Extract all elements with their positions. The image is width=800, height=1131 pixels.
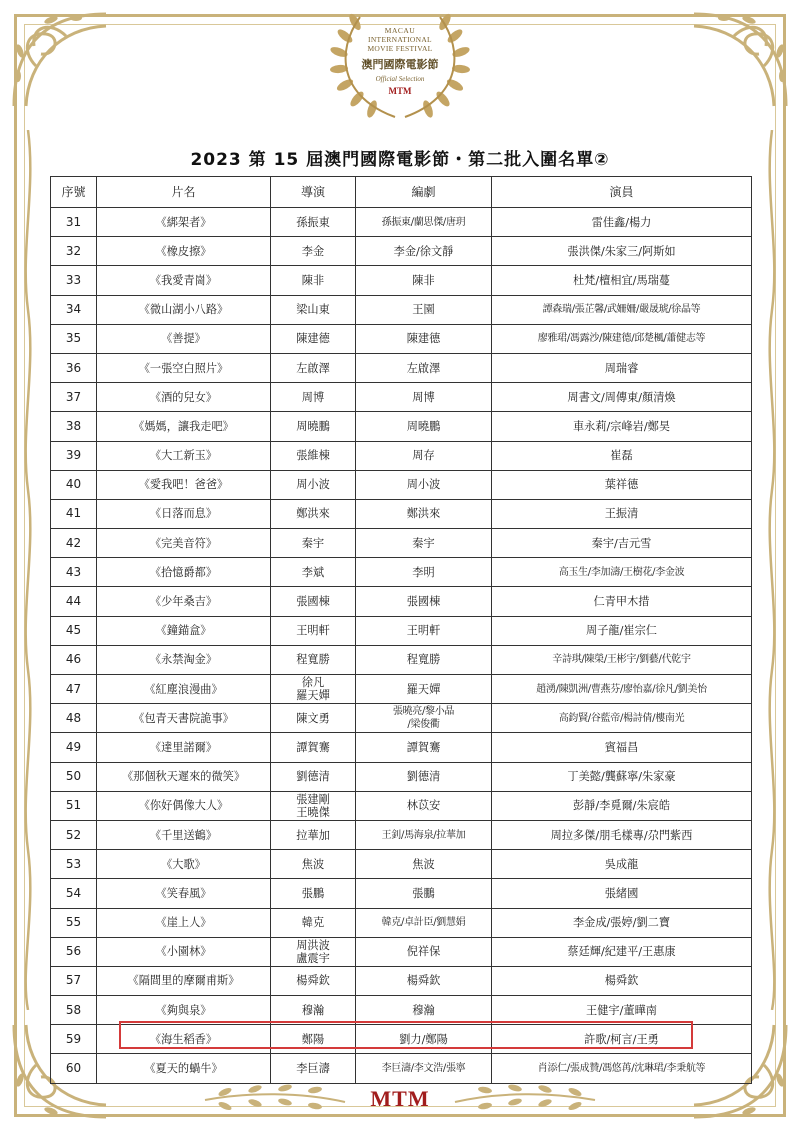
logo-line: MOVIE FESTIVAL (367, 44, 433, 53)
cell-director: 楊舜欽 (271, 966, 356, 995)
cell-director: 張維棟 (271, 441, 356, 470)
cell-film-title: 《一張空白照片》 (97, 353, 271, 382)
corner-ornament-icon (684, 6, 794, 116)
table-row (51, 266, 752, 295)
cell-cast: 丁美懿/龔蘇寧/朱家豪 (492, 762, 752, 791)
cell-cast: 楊舜欽 (492, 966, 752, 995)
column-header: 導演 (271, 177, 356, 208)
cell-screenwriter: 王釗/馬海泉/拉華加 (356, 820, 492, 849)
cell-screenwriter: 周博 (356, 383, 492, 412)
column-header: 序號 (51, 177, 97, 208)
cell-film-title: 《大工新玉》 (97, 441, 271, 470)
cell-screenwriter: 左啟澤 (356, 353, 492, 382)
table-row (51, 733, 752, 762)
cell-number: 42 (51, 529, 97, 558)
vine-ornament-icon (18, 130, 38, 1010)
cell-cast: 車永莉/宗峰岩/鄭昊 (492, 412, 752, 441)
cell-cast: 秦宇/吉元雪 (492, 529, 752, 558)
table-row (51, 499, 752, 528)
cell-screenwriter: 秦宇 (356, 529, 492, 558)
cell-screenwriter: 孫振東/蘭思傑/唐玥 (356, 208, 492, 237)
cell-film-title: 《夠與泉》 (97, 996, 271, 1025)
cell-number: 46 (51, 645, 97, 674)
cell-director: 秦宇 (271, 529, 356, 558)
table-row (51, 353, 752, 382)
cell-cast: 雷佳鑫/楊力 (492, 208, 752, 237)
cell-director: 周曉鵬 (271, 412, 356, 441)
cell-cast: 賓福昌 (492, 733, 752, 762)
cell-number: 40 (51, 470, 97, 499)
cell-screenwriter: 張曉亮/黎小晶 /梁俊衢 (356, 704, 492, 733)
cell-film-title: 《綁架者》 (97, 208, 271, 237)
cell-screenwriter: 周小波 (356, 470, 492, 499)
cell-screenwriter: 李巨濤/李文浩/張寧 (356, 1054, 492, 1083)
cell-screenwriter: 程寬勝 (356, 645, 492, 674)
cell-director: 拉華加 (271, 820, 356, 849)
table-row (51, 616, 752, 645)
cell-screenwriter: 李金/徐文靜 (356, 237, 492, 266)
cell-director: 陳非 (271, 266, 356, 295)
cell-number: 56 (51, 937, 97, 966)
cell-number: 41 (51, 499, 97, 528)
cell-film-title: 《媽媽，讓我走吧》 (97, 412, 271, 441)
cell-number: 39 (51, 441, 97, 470)
cell-screenwriter: 李明 (356, 558, 492, 587)
column-header: 片名 (97, 177, 271, 208)
column-header: 編劇 (356, 177, 492, 208)
cell-film-title: 《紅塵浪漫曲》 (97, 675, 271, 704)
cell-film-title: 《橡皮擦》 (97, 237, 271, 266)
cell-cast: 仁青甲木措 (492, 587, 752, 616)
cell-screenwriter: 鄭洪來 (356, 499, 492, 528)
cell-director: 左啟澤 (271, 353, 356, 382)
cell-cast: 張洪傑/朱家三/阿斯如 (492, 237, 752, 266)
cell-cast: 彭靜/李覓爾/朱宸皓 (492, 791, 752, 820)
cell-director: 焦波 (271, 850, 356, 879)
cell-cast: 譚森瑞/張芷馨/武姍姍/嚴晟琥/徐晶等 (492, 295, 752, 324)
cell-number: 53 (51, 850, 97, 879)
cell-director: 徐凡 羅天嬋 (271, 675, 356, 704)
cell-cast: 周子龍/崔宗仁 (492, 616, 752, 645)
cell-screenwriter: 張國棟 (356, 587, 492, 616)
cell-cast: 肖添仁/張成贊/馮悠苒/沈琳珺/李秉航等 (492, 1054, 752, 1083)
festival-logo (315, 2, 485, 132)
cell-number: 50 (51, 762, 97, 791)
cell-screenwriter: 劉德清 (356, 762, 492, 791)
cell-director: 李巨濤 (271, 1054, 356, 1083)
logo-line: MACAU (384, 26, 416, 35)
page-title: 2023 第 15 屆澳門國際電影節・第二批入圍名單② (190, 150, 610, 170)
cell-number: 33 (51, 266, 97, 295)
cell-director: 譚賀騫 (271, 733, 356, 762)
cell-cast: 張緒國 (492, 879, 752, 908)
logo-selection: Official Selection (375, 75, 425, 83)
cell-number: 43 (51, 558, 97, 587)
cell-number: 38 (51, 412, 97, 441)
cell-film-title: 《隔間里的摩爾甫斯》 (97, 966, 271, 995)
cell-director: 梁山東 (271, 295, 356, 324)
cell-director: 孫振東 (271, 208, 356, 237)
cell-screenwriter: 周存 (356, 441, 492, 470)
table-row (51, 645, 752, 674)
table-row (51, 791, 752, 820)
table-row (51, 324, 752, 353)
table-row (51, 441, 752, 470)
cell-cast: 周拉多傑/朋毛樣專/尕門紫西 (492, 820, 752, 849)
cell-number: 44 (51, 587, 97, 616)
table-row (51, 850, 752, 879)
cell-screenwriter: 張鵬 (356, 879, 492, 908)
cell-director: 王明軒 (271, 616, 356, 645)
table-row (51, 295, 752, 324)
table-row (51, 966, 752, 995)
cell-film-title: 《愛我吧！爸爸》 (97, 470, 271, 499)
cell-screenwriter: 焦波 (356, 850, 492, 879)
cell-screenwriter: 陳非 (356, 266, 492, 295)
table-row (51, 996, 752, 1025)
cell-cast: 蔡廷輝/紀建平/王惠康 (492, 937, 752, 966)
table-row (51, 208, 752, 237)
cell-film-title: 《微山湖小八路》 (97, 295, 271, 324)
cell-number: 60 (51, 1054, 97, 1083)
cell-screenwriter: 劉力/鄭陽 (356, 1025, 492, 1054)
cell-number: 34 (51, 295, 97, 324)
table-row (51, 470, 752, 499)
cell-cast: 高鈞賢/谷藍帝/楊詩倩/樓南光 (492, 704, 752, 733)
cell-number: 51 (51, 791, 97, 820)
cell-film-title: 《少年桑吉》 (97, 587, 271, 616)
cell-screenwriter: 韓克/卓計臣/劉慧娟 (356, 908, 492, 937)
cell-cast: 趙湧/陳凱洲/曹燕芬/廖怡嘉/徐凡/劉美怡 (492, 675, 752, 704)
cell-cast: 廖雅珺/馮露沙/陳建德/邱楚楓/蕭健志等 (492, 324, 752, 353)
cell-cast: 高玉生/李加濤/王樹花/李金波 (492, 558, 752, 587)
cell-cast: 周書文/周傳東/顏清煥 (492, 383, 752, 412)
cell-number: 47 (51, 675, 97, 704)
table-row (51, 529, 752, 558)
cell-director: 鄭陽 (271, 1025, 356, 1054)
cell-cast: 杜梵/檀相宜/馬瑞蔓 (492, 266, 752, 295)
cell-director: 李金 (271, 237, 356, 266)
cell-number: 55 (51, 908, 97, 937)
cell-number: 37 (51, 383, 97, 412)
table-row (51, 908, 752, 937)
cell-cast: 王振清 (492, 499, 752, 528)
cell-film-title: 《酒的兒女》 (97, 383, 271, 412)
cell-cast: 辛詩琪/陳榮/王彬宇/劉藝/代乾宇 (492, 645, 752, 674)
cell-director: 周博 (271, 383, 356, 412)
cell-director: 穆瀚 (271, 996, 356, 1025)
cell-film-title: 《小園林》 (97, 937, 271, 966)
cell-screenwriter: 陳建德 (356, 324, 492, 353)
table-header-row (51, 177, 752, 208)
table-row (51, 237, 752, 266)
cell-screenwriter: 王明軒 (356, 616, 492, 645)
vine-ornament-icon (762, 130, 782, 1010)
footer-brand: MTM (370, 1086, 430, 1111)
cell-number: 49 (51, 733, 97, 762)
cell-number: 52 (51, 820, 97, 849)
cell-screenwriter: 穆瀚 (356, 996, 492, 1025)
cell-director: 張建剛 王曉傑 (271, 791, 356, 820)
table-row (51, 704, 752, 733)
table-row (51, 587, 752, 616)
table-row (51, 1054, 752, 1083)
cell-director: 周小波 (271, 470, 356, 499)
cell-film-title: 《千里送鶴》 (97, 820, 271, 849)
table-row (51, 558, 752, 587)
cell-cast: 李金成/張婷/劉二寶 (492, 908, 752, 937)
cell-cast: 許歌/柯言/王勇 (492, 1025, 752, 1054)
table-row (51, 762, 752, 791)
cell-number: 58 (51, 996, 97, 1025)
cell-screenwriter: 譚賀騫 (356, 733, 492, 762)
cell-film-title: 《笑春風》 (97, 879, 271, 908)
cell-cast: 周瑞睿 (492, 353, 752, 382)
cell-number: 31 (51, 208, 97, 237)
cell-director: 劉德清 (271, 762, 356, 791)
logo-brand: MTM (388, 86, 412, 96)
cell-director: 張國棟 (271, 587, 356, 616)
cell-number: 59 (51, 1025, 97, 1054)
cell-screenwriter: 倪祥保 (356, 937, 492, 966)
cell-film-title: 《我愛青崗》 (97, 266, 271, 295)
logo-chinese-name: 澳門國際電影節 (361, 59, 439, 71)
cell-director: 張鵬 (271, 879, 356, 908)
column-header: 演員 (492, 177, 752, 208)
cell-film-title: 《海生稻香》 (97, 1025, 271, 1054)
cell-director: 李斌 (271, 558, 356, 587)
cell-film-title: 《拾憶爵都》 (97, 558, 271, 587)
cell-director: 鄭洪來 (271, 499, 356, 528)
cell-number: 36 (51, 353, 97, 382)
cell-screenwriter: 楊舜欽 (356, 966, 492, 995)
cell-screenwriter: 王園 (356, 295, 492, 324)
cell-film-title: 《那個秋天遲來的微笑》 (97, 762, 271, 791)
cell-film-title: 《鐘錨盒》 (97, 616, 271, 645)
table-row (51, 1025, 752, 1054)
cell-director: 周洪波 盧震宇 (271, 937, 356, 966)
cell-film-title: 《善提》 (97, 324, 271, 353)
cell-film-title: 《完美音符》 (97, 529, 271, 558)
cell-director: 韓克 (271, 908, 356, 937)
table-row (51, 937, 752, 966)
cell-film-title: 《你好偶像大人》 (97, 791, 271, 820)
cell-director: 陳文勇 (271, 704, 356, 733)
cell-film-title: 《大歌》 (97, 850, 271, 879)
table-row (51, 879, 752, 908)
cell-film-title: 《日落而息》 (97, 499, 271, 528)
cell-number: 45 (51, 616, 97, 645)
corner-ornament-icon (6, 6, 116, 116)
cell-cast: 葉祥德 (492, 470, 752, 499)
cell-number: 54 (51, 879, 97, 908)
cell-cast: 吳成龍 (492, 850, 752, 879)
cell-film-title: 《夏天的蝸牛》 (97, 1054, 271, 1083)
table-row (51, 820, 752, 849)
cell-cast: 王健宇/董曄南 (492, 996, 752, 1025)
cell-film-title: 《崖上人》 (97, 908, 271, 937)
cell-film-title: 《永禁淘金》 (97, 645, 271, 674)
cell-number: 35 (51, 324, 97, 353)
cell-director: 陳建德 (271, 324, 356, 353)
cell-film-title: 《包青天書院詭事》 (97, 704, 271, 733)
cell-director: 程寬勝 (271, 645, 356, 674)
selection-table (50, 176, 752, 1084)
cell-screenwriter: 周曉鵬 (356, 412, 492, 441)
table-row (51, 383, 752, 412)
cell-cast: 崔磊 (492, 441, 752, 470)
table-row (51, 675, 752, 704)
cell-number: 32 (51, 237, 97, 266)
table-row (51, 412, 752, 441)
logo-line: INTERNATIONAL (368, 35, 432, 44)
cell-screenwriter: 羅天嬋 (356, 675, 492, 704)
cell-screenwriter: 林苡安 (356, 791, 492, 820)
cell-film-title: 《達里諾爾》 (97, 733, 271, 762)
cell-number: 48 (51, 704, 97, 733)
cell-number: 57 (51, 966, 97, 995)
